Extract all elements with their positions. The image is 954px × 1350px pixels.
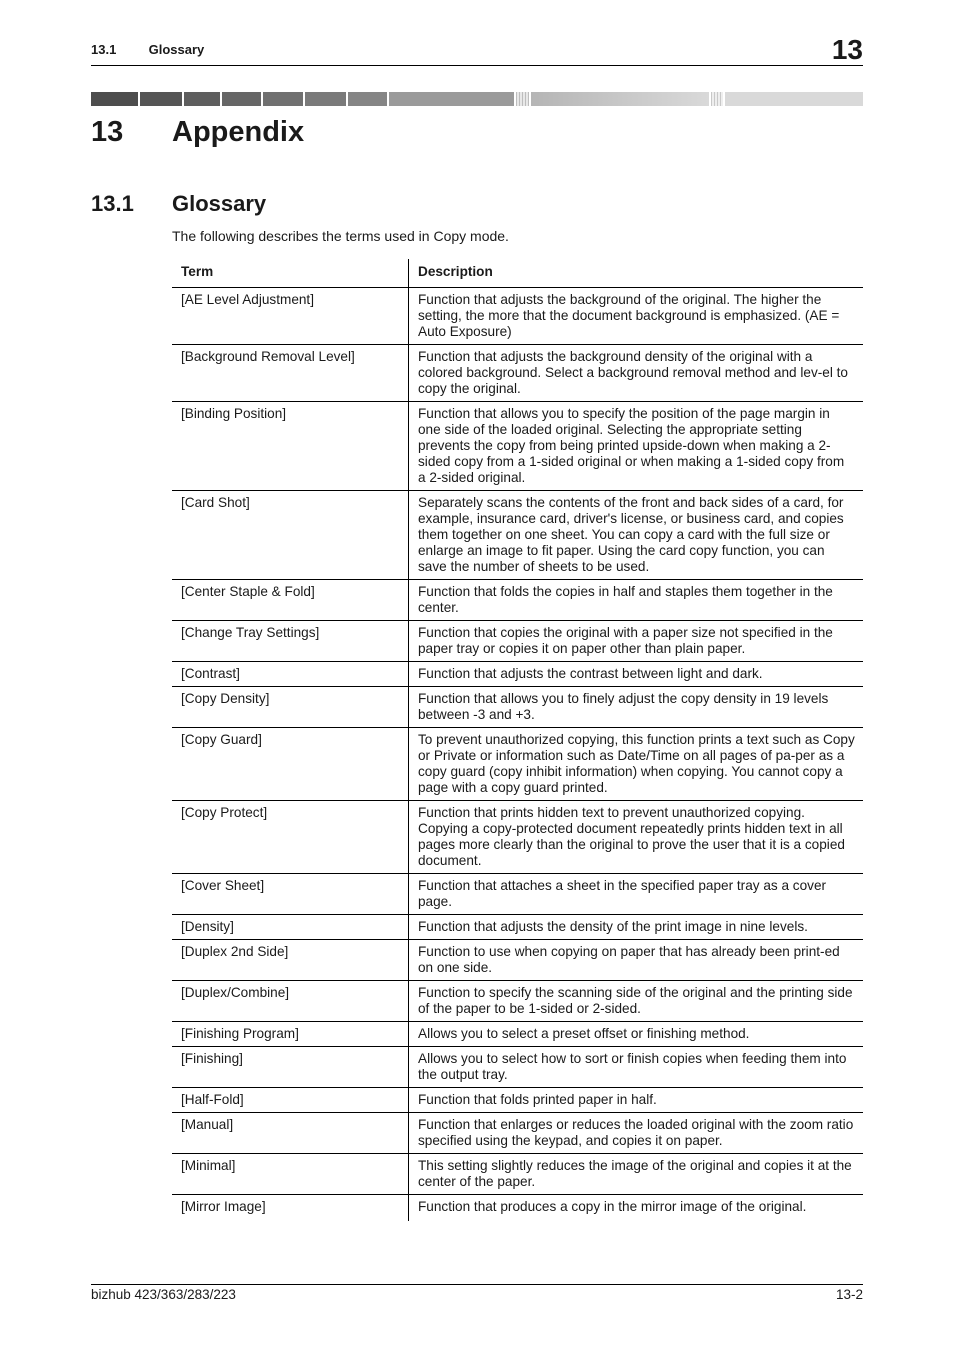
- description-cell: Function that allows you to finely adjust the copy density in 19 levels between -3 and +3.: [409, 687, 864, 728]
- description-cell: Function that prints hidden text to prevent unauthorized copying. Copying a copy-protected document repeatedly prints hidden text in all pages more clearly than the original to prove the user that it is a copied document.: [409, 801, 864, 874]
- term-cell: [Center Staple & Fold]: [172, 580, 409, 621]
- table-row: [172, 801, 863, 874]
- chapter-name: Appendix: [172, 116, 305, 148]
- term-cell: [Copy Density]: [172, 687, 409, 728]
- running-header: [91, 42, 204, 57]
- header-rule: [91, 65, 863, 66]
- description-cell: Function that copies the original with a paper size not specified in the paper tray or copies it on paper other than plain paper.: [409, 621, 864, 662]
- section-number: 13.1: [91, 191, 134, 216]
- table-row: [172, 728, 863, 801]
- table-row: [172, 345, 863, 402]
- deco-segment: [222, 92, 261, 106]
- description-cell: Function that adjusts the density of the print image in nine levels.: [409, 915, 864, 940]
- table-row: [172, 662, 863, 687]
- table-row: [172, 1154, 863, 1195]
- term-cell: [Change Tray Settings]: [172, 621, 409, 662]
- term-cell: [Mirror Image]: [172, 1195, 409, 1222]
- deco-segment: [263, 92, 303, 106]
- column-header-term: Term: [172, 259, 409, 288]
- term-cell: [Card Shot]: [172, 491, 409, 580]
- description-cell: Function that adjusts the background density of the original with a colored background. Select a background removal method and lev-el to copy the original.: [409, 345, 864, 402]
- deco-segment: [531, 92, 709, 106]
- term-cell: [Background Removal Level]: [172, 345, 409, 402]
- table-row: [172, 288, 863, 345]
- term-cell: [Copy Guard]: [172, 728, 409, 801]
- table-row: [172, 1047, 863, 1088]
- description-cell: To prevent unauthorized copying, this function prints a text such as Copy or Private or information such as Date/Time on all pages of pa-per as a copy guard (copy inhibit information) when copying. You cannot copy a page with a copy guard printed.: [409, 728, 864, 801]
- deco-segment: [725, 92, 863, 106]
- table-row: [172, 1022, 863, 1047]
- deco-segment: [140, 92, 182, 106]
- table-row: [172, 981, 863, 1022]
- table-row: [172, 940, 863, 981]
- term-cell: [Finishing Program]: [172, 1022, 409, 1047]
- description-cell: Function that produces a copy in the mirror image of the original.: [418, 1199, 807, 1214]
- footer-page-number: 13-2: [835, 1287, 863, 1302]
- deco-segment: [305, 92, 347, 106]
- description-cell: Allows you to select how to sort or finish copies when feeding them into the output tray.: [409, 1047, 864, 1088]
- term-cell: [Duplex/Combine]: [172, 981, 409, 1022]
- description-cell: Allows you to select a preset offset or finishing method.: [409, 1022, 864, 1047]
- deco-segment: [516, 92, 529, 106]
- term-cell: [Finishing]: [172, 1047, 409, 1088]
- term-cell: [Copy Protect]: [172, 801, 409, 874]
- table-row: [172, 580, 863, 621]
- table-header-row: [172, 259, 863, 288]
- description-cell: Function to specify the scanning side of the original and the printing side of the paper to be 1-sided or 2-sided.: [409, 981, 864, 1022]
- section-intro: The following describes the terms used in Copy mode.: [172, 228, 509, 244]
- decorative-bar: [91, 92, 863, 106]
- description-cell: Function that enlarges or reduces the loaded original with the zoom ratio specified using the keypad, and copies it on paper.: [409, 1113, 864, 1154]
- term-cell: [Cover Sheet]: [172, 874, 409, 915]
- term-cell: [Duplex 2nd Side]: [172, 940, 409, 981]
- header-section-title: Glossary: [148, 42, 205, 57]
- description-cell: Function that allows you to specify the position of the page margin in one side of the loaded original. Selecting the appropriate setting prevents the copy from being printed upside-down when making a 2-sided copy from a 1-sided original or when making a 1-sided copy from a 2-sided original.: [409, 402, 864, 491]
- chapter-number: 13: [91, 116, 124, 148]
- footer-rule: [91, 1284, 863, 1285]
- table-row: [172, 1113, 863, 1154]
- table-row: [172, 874, 863, 915]
- term-cell: [Minimal]: [172, 1154, 409, 1195]
- chapter-title: [91, 116, 304, 149]
- table-row: [172, 621, 863, 662]
- column-header-description: Description: [409, 259, 864, 288]
- description-cell: Function that attaches a sheet in the specified paper tray as a cover page.: [409, 874, 864, 915]
- description-cell: Function that folds the copies in half and staples them together in the center.: [409, 580, 864, 621]
- description-cell: Function that folds printed paper in half.: [409, 1088, 864, 1113]
- description-cell: Function that adjusts the contrast between light and dark.: [409, 662, 864, 687]
- table-row: [172, 1195, 863, 1222]
- term-cell: [Manual]: [172, 1113, 409, 1154]
- glossary-table: [172, 259, 863, 1221]
- table-row: [172, 687, 863, 728]
- deco-segment: [348, 92, 387, 106]
- section-name: Glossary: [172, 191, 267, 216]
- deco-segment: [91, 92, 138, 106]
- table-row: [172, 402, 863, 491]
- term-cell: [Contrast]: [172, 662, 409, 687]
- deco-segment: [389, 92, 514, 106]
- description-cell: Function that adjusts the background of the original. The higher the setting, the more that the document background is emphasized. (AE = Auto Exposure): [409, 288, 864, 345]
- table-row: [172, 1088, 863, 1113]
- term-cell: [Binding Position]: [172, 402, 409, 491]
- section-title: [91, 191, 266, 217]
- deco-segment: [711, 92, 722, 106]
- term-cell: [Half-Fold]: [172, 1088, 409, 1113]
- header-section-number: 13.1: [91, 42, 117, 57]
- table-row: [172, 491, 863, 580]
- description-cell: Function to use when copying on paper that has already been print-ed on one side.: [409, 940, 864, 981]
- deco-segment: [184, 92, 220, 106]
- footer-product: bizhub 423/363/283/223: [91, 1287, 236, 1302]
- term-cell: [AE Level Adjustment]: [172, 288, 409, 345]
- description-cell: Separately scans the contents of the front and back sides of a card, for example, insurance card, driver's license, or business card, and copies them together on one sheet. You can copy a card with the full size or enlarge an image to fit paper. Using the card copy function, you can save the number of sheets to be used.: [409, 491, 864, 580]
- table-row: [172, 915, 863, 940]
- header-chapter-number: 13: [831, 34, 863, 65]
- description-cell: This setting slightly reduces the image of the original and copies it at the center of the paper.: [409, 1154, 864, 1195]
- term-cell: [Density]: [172, 915, 409, 940]
